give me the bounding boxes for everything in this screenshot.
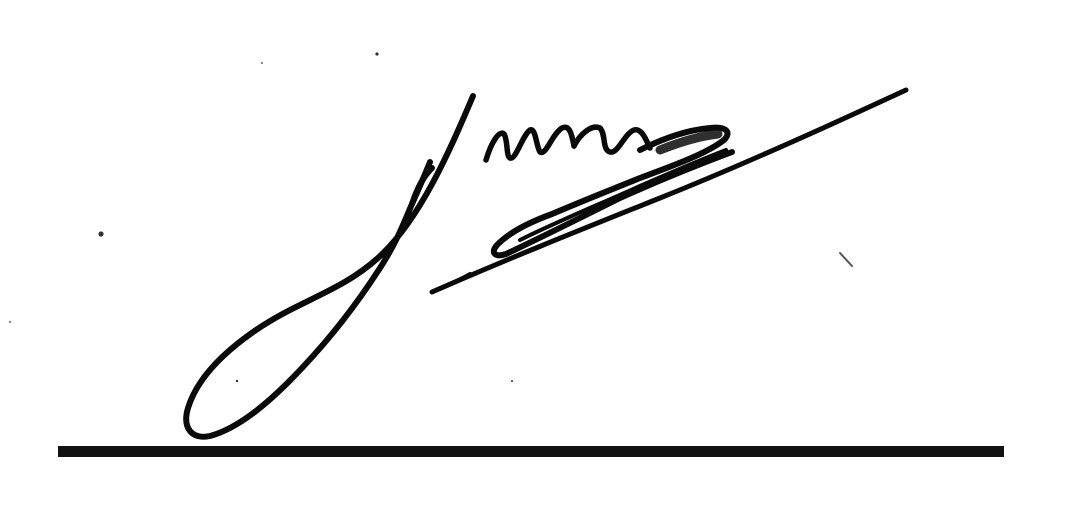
- stray-mark: [840, 253, 852, 266]
- speck: [511, 380, 513, 382]
- signature-flourish: [432, 90, 906, 292]
- speck: [98, 231, 103, 236]
- signature-humps-1: [486, 127, 574, 160]
- signature-line: [58, 446, 1004, 457]
- speck: [375, 52, 378, 55]
- speck: [261, 62, 263, 64]
- signature-icon: [186, 90, 906, 437]
- signature-scribble-inner: [520, 150, 726, 240]
- speck: [9, 321, 11, 323]
- signature-main-loop: [186, 96, 473, 437]
- scan-specks: [9, 52, 513, 382]
- speck: [236, 380, 238, 382]
- signature-flourish-return: [432, 274, 470, 292]
